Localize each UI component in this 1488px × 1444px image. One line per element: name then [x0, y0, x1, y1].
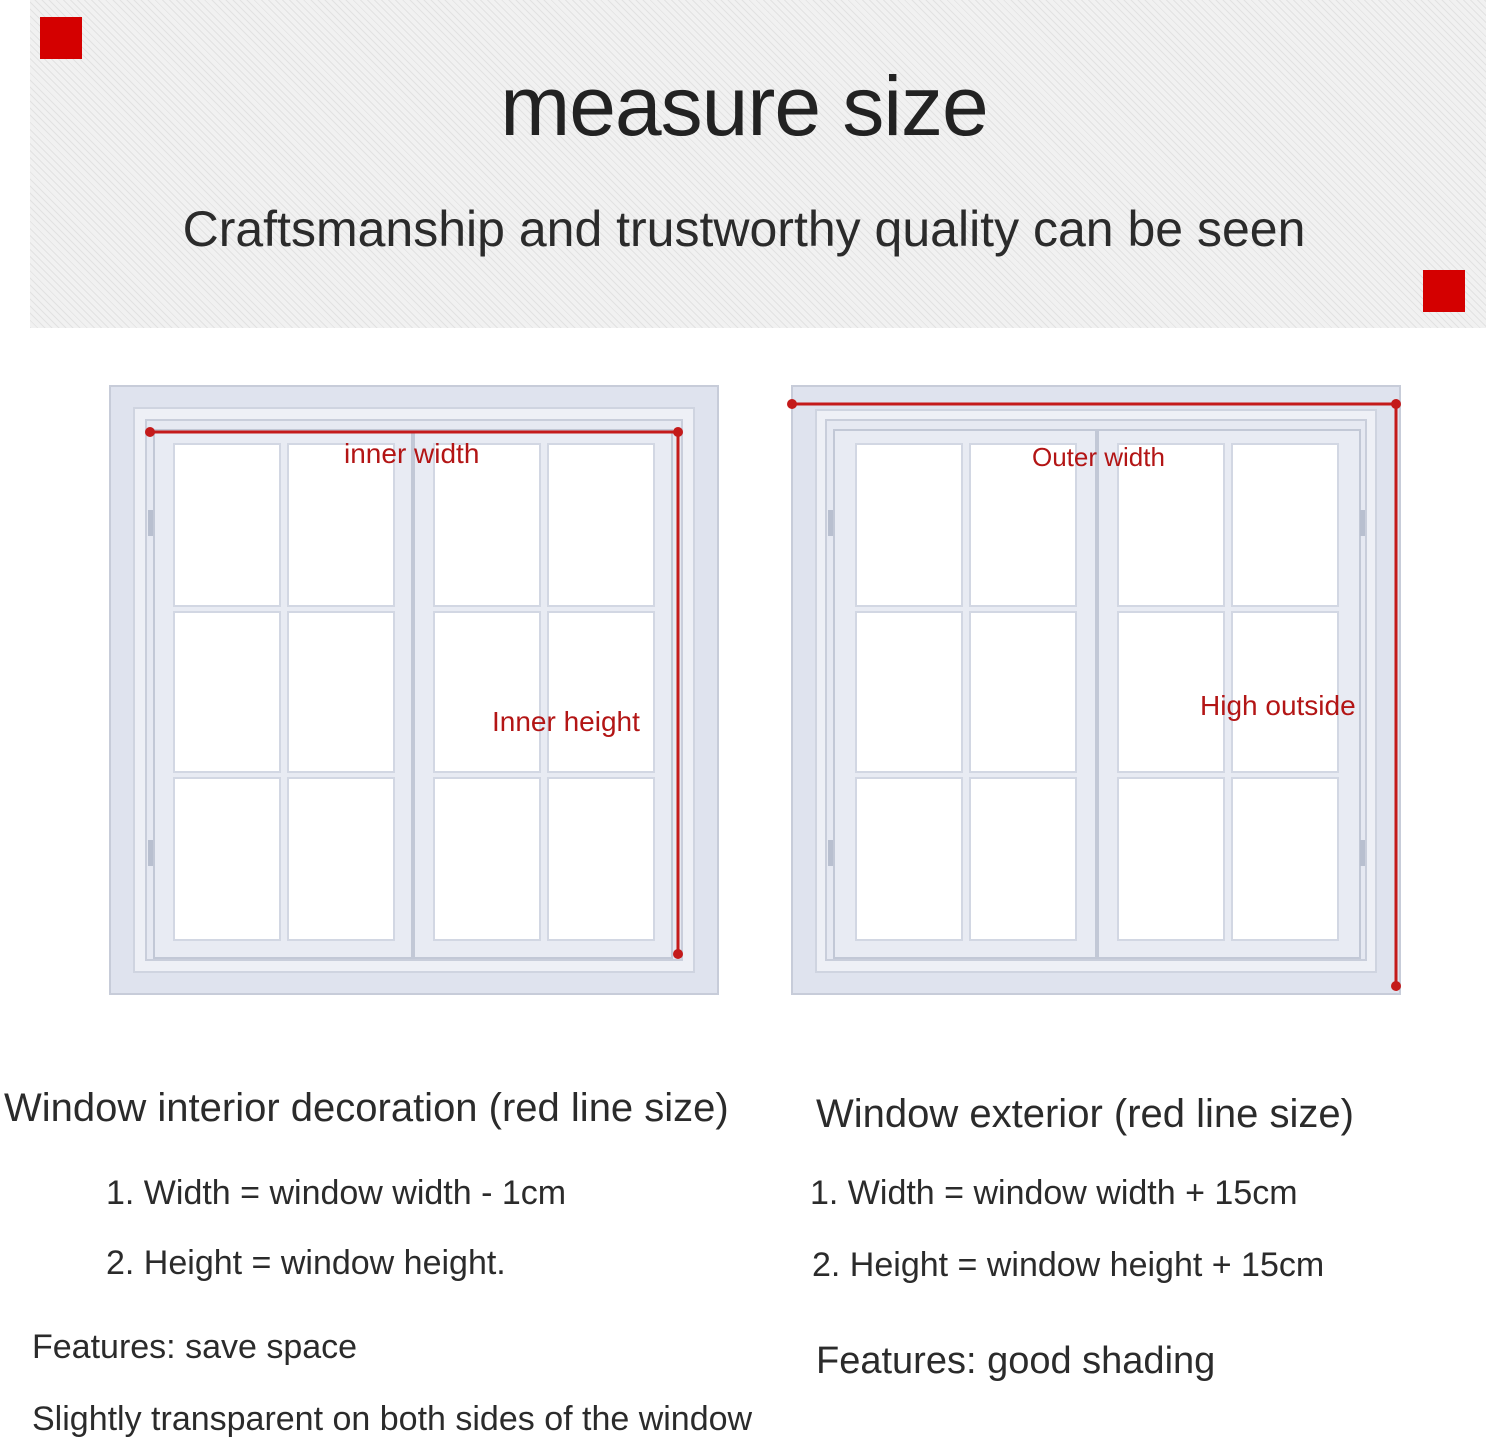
- outer-width-label: Outer width: [1032, 442, 1165, 472]
- interior-rule-height: 2. Height = window height.: [106, 1244, 506, 1282]
- interior-rule-width: 1. Width = window width - 1cm: [106, 1174, 567, 1212]
- exterior-heading: Window exterior (red line size): [816, 1092, 1354, 1136]
- interior-feature-1: Features: save space: [32, 1328, 358, 1366]
- interior-window-diagram: [108, 380, 724, 1004]
- inner-width-label: inner width: [344, 438, 480, 469]
- interior-heading: Window interior decoration (red line size): [4, 1086, 729, 1130]
- header-banner: [30, 0, 1486, 328]
- interior-window-illustration: [108, 380, 724, 1004]
- exterior-window-diagram: [788, 380, 1404, 1004]
- page-title: measure size: [500, 59, 988, 153]
- exterior-rule-height: 2. Height = window height + 15cm: [812, 1246, 1325, 1284]
- interior-feature-2: Slightly transparent on both sides of the window: [32, 1400, 753, 1438]
- inner-height-label: Inner height: [492, 706, 640, 737]
- exterior-rule-width: 1. Width = window width + 15cm: [810, 1174, 1298, 1212]
- accent-square-bottom-right: [1423, 270, 1465, 312]
- page-subtitle: Craftsmanship and trustworthy quality can be seen: [182, 201, 1306, 257]
- accent-square-top-left: [40, 17, 82, 59]
- outer-height-label: High outside: [1200, 690, 1356, 721]
- exterior-feature-1: Features: good shading: [816, 1340, 1216, 1382]
